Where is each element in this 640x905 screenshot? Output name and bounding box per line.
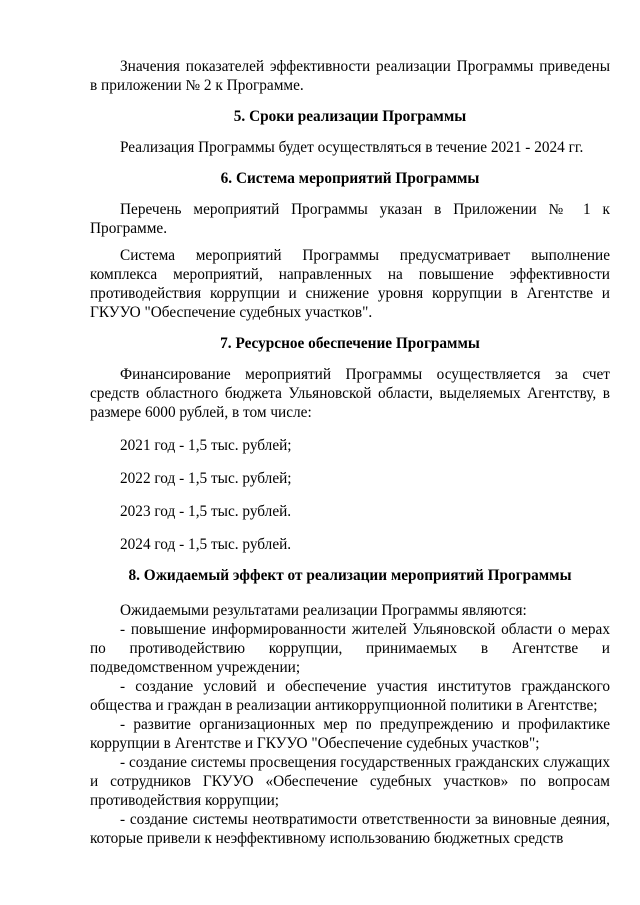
heading-section-5: 5. Сроки реализации Программы [233, 108, 467, 125]
paragraph-activities-list: Перечень мероприятий Программы указан в Приложении № 1 к Программе. [90, 201, 610, 237]
funding-year-2024: 2024 год - 1,5 тыс. рублей. [120, 536, 292, 553]
heading-section-7: 7. Ресурсное обеспечение Программы [220, 335, 480, 352]
result-item-3: - развитие организационных мер по предупреждению и профилактике коррупции в Агентстве и ГКУУО "Обеспечение судебных участков"; [90, 716, 610, 752]
paragraph-intro: Значения показателей эффективности реализации Программы приведены в приложении № 2 к Программе. [90, 58, 610, 94]
funding-year-2021: 2021 год - 1,5 тыс. рублей; [120, 437, 292, 454]
heading-section-6: 6. Система мероприятий Программы [220, 170, 480, 187]
heading-section-8: 8. Ожидаемый эффект от реализации мероприятий Программы [128, 567, 572, 584]
document-body [90, 57, 610, 848]
funding-year-2023: 2023 год - 1,5 тыс. рублей. [120, 503, 292, 520]
paragraph-results-intro: Ожидаемыми результатами реализации Программы являются: [120, 602, 527, 619]
paragraph-terms: Реализация Программы будет осуществляться в течение 2021 - 2024 гг. [120, 139, 584, 156]
result-item-1: - повышение информированности жителей Ульяновской области о мерах по противодействию коррупции, принимаемых в Агентстве и подведомственном учреждении; [90, 621, 610, 676]
paragraph-activities-system: Система мероприятий Программы предусматривает выполнение комплекса мероприятий, направленных на повышение эффективности противодействия коррупции и снижение уровня коррупции в Агентстве и ГКУУО "Обеспечение судебных участков". [90, 247, 610, 321]
result-item-2: - создание условий и обеспечение участия институтов гражданского общества и граждан в реализации антикоррупционной политики в Агентстве; [90, 678, 610, 714]
paragraph-funding: Финансирование мероприятий Программы осуществляется за счет средств областного бюджета Ульяновской области, выделяемых Агентству, в размере 6000 рублей, в том числе: [90, 366, 610, 421]
funding-year-2022: 2022 год - 1,5 тыс. рублей; [120, 470, 292, 487]
result-item-4: - создание системы просвещения государственных гражданских служащих и сотрудников ГКУУО «Обеспечение судебных участков» по вопросам противодействия коррупции; [90, 754, 610, 809]
result-item-5: - создание системы неотвратимости ответственности за виновные деяния, которые привели к неэффективному использованию бюджетных средств [90, 811, 610, 847]
